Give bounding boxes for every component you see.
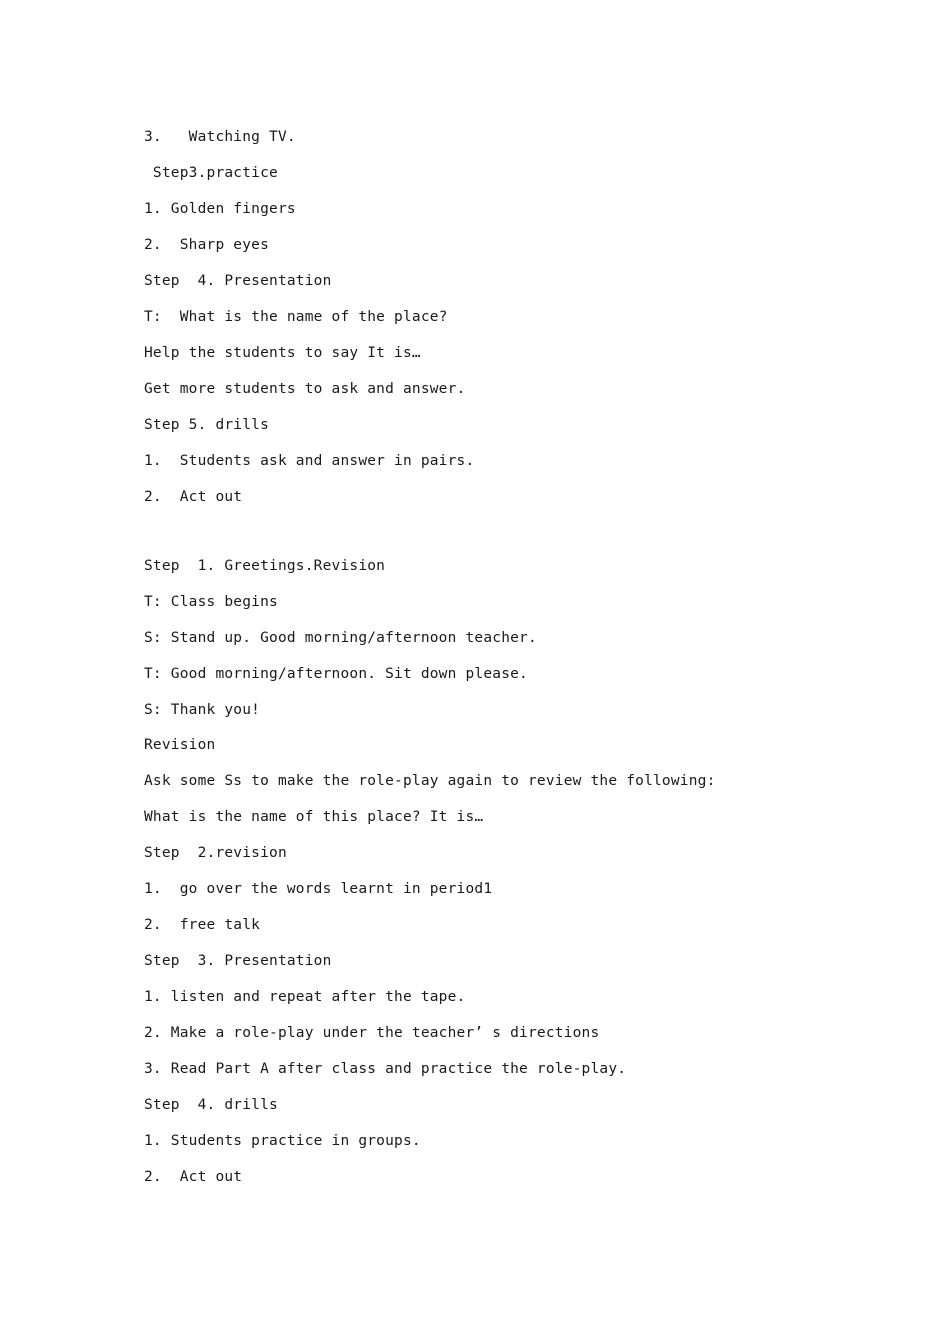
text-line: Revision (144, 737, 216, 753)
text-line: Step 2.revision (144, 845, 287, 861)
text-line: S: Thank you! (144, 702, 261, 718)
text-line: 2. Act out (144, 1169, 243, 1185)
text-line: T: Class begins (144, 594, 278, 610)
text-line: What is the name of this place? It is… (144, 809, 484, 825)
text-line: 2. Act out (144, 489, 243, 505)
text-line: Help the students to say It is… (144, 345, 421, 361)
text-line: Step3.practice (144, 165, 278, 181)
text-line: 1. Students ask and answer in pairs. (144, 453, 475, 469)
text-line: 3. Watching TV. (144, 129, 296, 145)
text-line: T: What is the name of the place? (144, 309, 448, 325)
text-line: 1. listen and repeat after the tape. (144, 989, 466, 1005)
text-line: 2. Sharp eyes (144, 237, 270, 253)
text-line: Step 5. drills (144, 417, 270, 433)
text-line: Get more students to ask and answer. (144, 381, 466, 397)
text-line: 3. Read Part A after class and practice the role-play. (144, 1061, 627, 1077)
text-line: 1. go over the words learnt in period1 (144, 881, 493, 897)
text-line: Step 3. Presentation (144, 953, 332, 969)
text-line: 1. Students practice in groups. (144, 1133, 421, 1149)
text-line: 2. free talk (144, 917, 261, 933)
text-line: Step 4. Presentation (144, 273, 332, 289)
text-line: 2. Make a role-play under the teacher’ s directions (144, 1025, 600, 1041)
text-line: Step 4. drills (144, 1097, 278, 1113)
text-line: 1. Golden fingers (144, 201, 296, 217)
text-line: T: Good morning/afternoon. Sit down please. (144, 666, 528, 682)
text-line: S: Stand up. Good morning/afternoon teacher. (144, 630, 537, 646)
text-line: Ask some Ss to make the role-play again to review the following: (144, 773, 716, 789)
text-line: Step 1. Greetings.Revision (144, 558, 386, 574)
